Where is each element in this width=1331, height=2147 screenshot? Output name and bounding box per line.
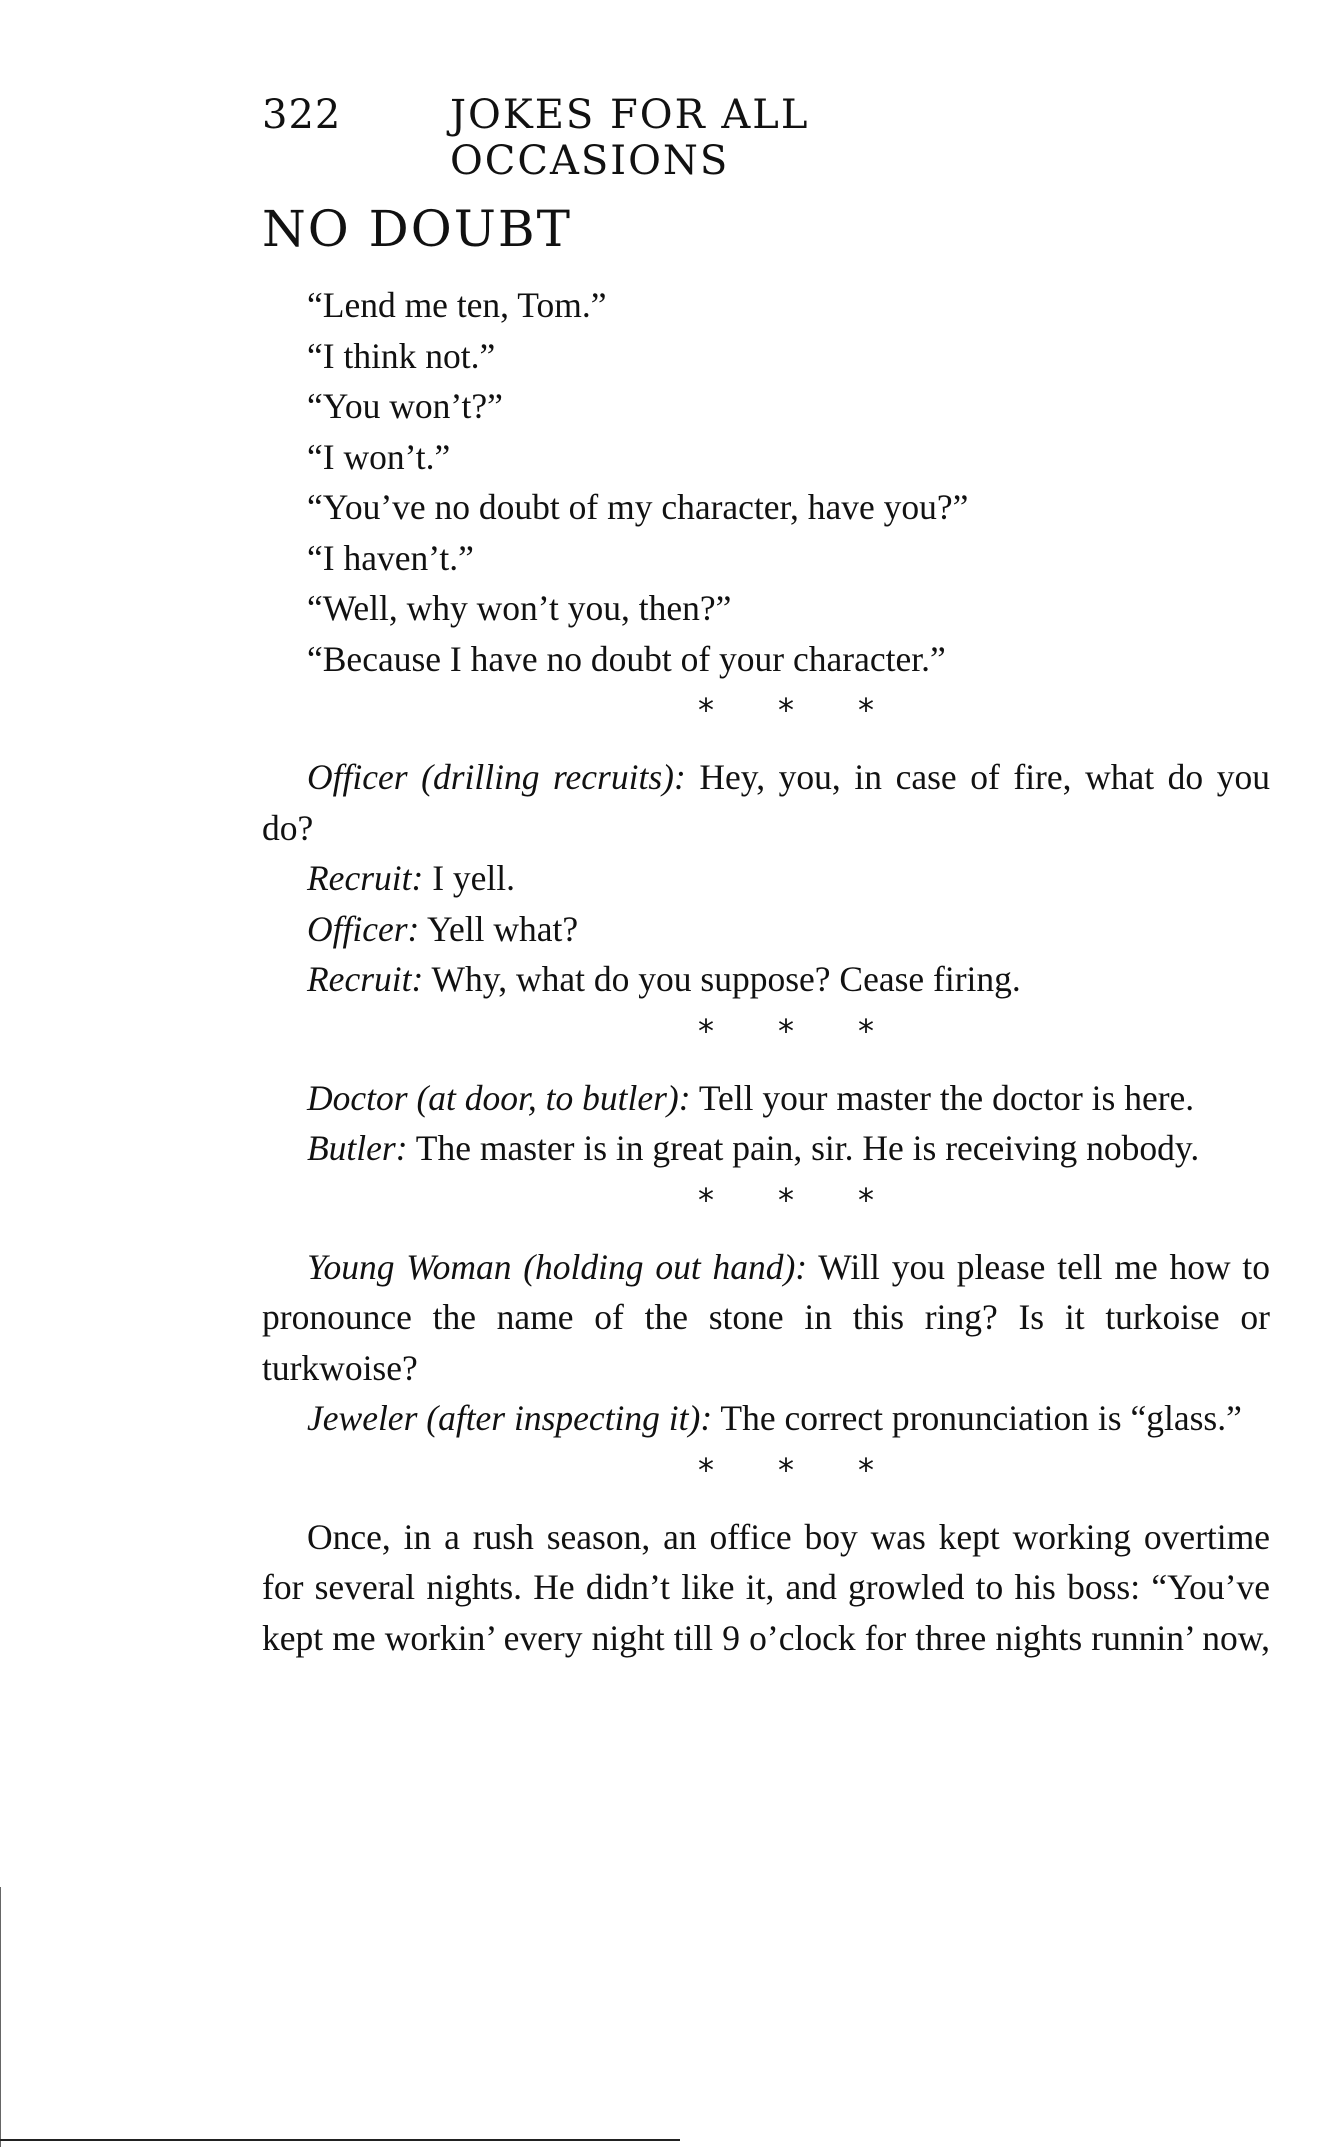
- dialogue-line: “Lend me ten, Tom.”: [307, 285, 607, 325]
- separator-stars: [262, 1174, 1270, 1226]
- separator-star: *: [778, 1450, 794, 1489]
- speaker-label: Officer (drilling recruits):: [307, 757, 686, 797]
- speech-text: Tell your master the doctor is here.: [698, 1077, 1195, 1118]
- dialogue-line: “I won’t.”: [307, 436, 451, 477]
- speech-text: I yell.: [432, 858, 515, 898]
- separator-stars: [262, 1444, 1270, 1496]
- separator-star: *: [858, 691, 874, 729]
- speech-text: The correct pronunciation is “glass.”: [720, 1398, 1242, 1438]
- speaker-label: Young Woman (holding out hand):: [307, 1246, 808, 1287]
- page-number: 322: [262, 92, 342, 138]
- separator-star: *: [778, 1180, 794, 1219]
- speech-text: Why, what do you suppose? Cease firing.: [431, 959, 1021, 999]
- jeweler-line: [262, 1393, 1270, 1444]
- dialogue-line: “Well, why won’t you, then?”: [307, 588, 732, 628]
- page-body: [262, 280, 1270, 1663]
- separator-stars: [262, 1005, 1270, 1057]
- speech-text: Yell what?: [426, 908, 579, 949]
- officer-line: [262, 904, 1270, 955]
- doctor-line: [262, 1073, 1270, 1124]
- speech-text: Will you please tell me how to pronounce the name of the stone in this ring? Is it turkoise or turkwoise?: [262, 1246, 1270, 1388]
- separator-star: *: [698, 1450, 714, 1489]
- running-head: [262, 92, 1082, 184]
- speaker-label: Recruit:: [307, 959, 424, 999]
- officer-line: [262, 752, 1270, 853]
- dialogue-line: “Because I have no doubt of your character.”: [307, 638, 946, 679]
- section-title: NO DOUBT: [262, 200, 572, 258]
- recruit-line: [262, 853, 1270, 904]
- speaker-label: Butler:: [307, 1128, 408, 1168]
- separator-star: *: [858, 1450, 874, 1489]
- speech-text: Hey, you, in case of fire, what do you do?: [262, 757, 1270, 848]
- speech-text: The master is in great pain, sir. He is receiving nobody.: [415, 1128, 1200, 1168]
- office-boy-paragraph: Once, in a rush season, an office boy was kept working overtime for several nights. He didn’t like it, and growled to his boss: “You’ve kept me workin’ every night till 9 o’clock for three nights runnin’ now,: [262, 1516, 1270, 1658]
- separator-star: *: [858, 1180, 874, 1219]
- dialogue-line: “I think not.”: [307, 335, 496, 376]
- separator-star: *: [858, 1011, 874, 1050]
- young-woman-line: [262, 1242, 1270, 1394]
- speaker-label: Doctor (at door, to butler):: [307, 1077, 691, 1118]
- running-title: JOKES FOR ALL OCCASIONS: [450, 92, 810, 184]
- separator-star: *: [698, 1011, 714, 1050]
- speaker-label: Jeweler (after inspecting it):: [307, 1398, 713, 1438]
- separator-star: *: [778, 691, 794, 729]
- speaker-label: Recruit:: [307, 858, 424, 898]
- butler-line: [262, 1123, 1270, 1174]
- separator-stars: [262, 684, 1270, 736]
- dialogue-line: “You’ve no doubt of my character, have you?”: [307, 487, 969, 527]
- separator-star: *: [698, 691, 714, 729]
- dialogue-line: “You won’t?”: [307, 386, 503, 426]
- speaker-label: Officer:: [307, 908, 420, 949]
- recruit-line: [262, 954, 1270, 1005]
- dialogue-line: “I haven’t.”: [307, 537, 474, 578]
- scan-edge-line: [0, 1887, 9, 2147]
- separator-star: *: [698, 1180, 714, 1219]
- separator-star: *: [778, 1011, 794, 1050]
- scan-bottom-line: [0, 2139, 680, 2141]
